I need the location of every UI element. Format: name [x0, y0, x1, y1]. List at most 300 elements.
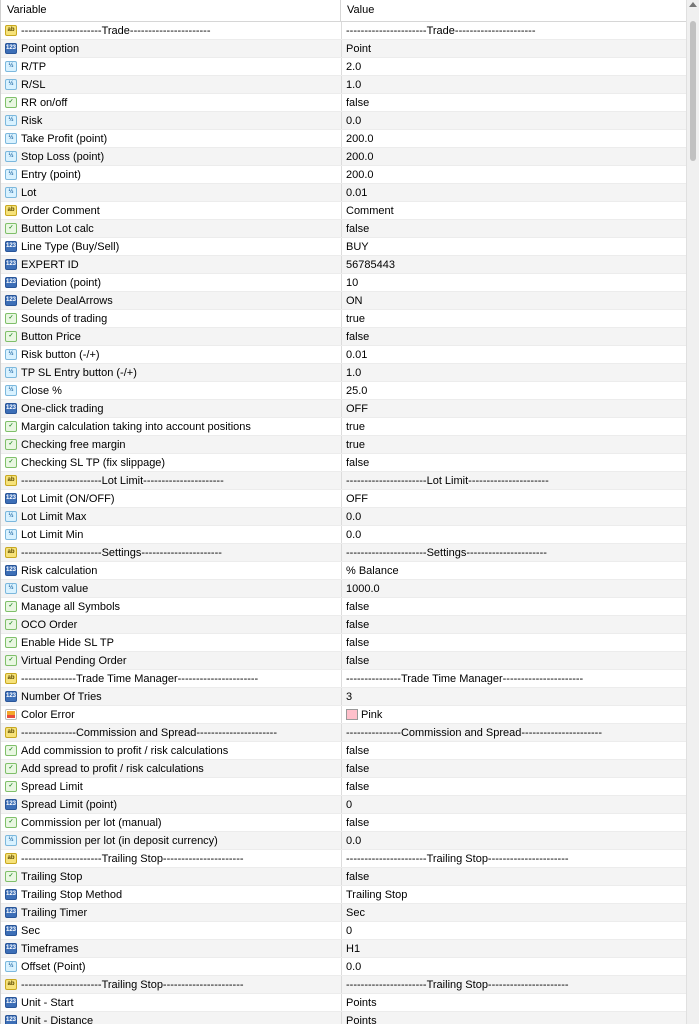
boolean-type-icon: ✓ [5, 637, 17, 648]
variable-name: TP SL Entry button (-/+) [21, 366, 137, 379]
value-cell[interactable] [342, 292, 687, 309]
parameter-row[interactable] [1, 508, 687, 526]
variable-cell [1, 616, 342, 633]
string-type-icon: ab [5, 979, 17, 990]
variable-name: ----------------------Trailing Stop---------------------- [21, 852, 244, 865]
variable-name: Trailing Stop Method [21, 888, 123, 901]
parameter-row[interactable] [1, 778, 687, 796]
parameter-row[interactable] [1, 490, 687, 508]
parameter-row[interactable] [1, 976, 687, 994]
parameter-row[interactable] [1, 1012, 687, 1024]
variable-name: Commission per lot (manual) [21, 816, 162, 829]
boolean-type-icon: ✓ [5, 223, 17, 234]
value-text: Points [346, 996, 377, 1009]
integer-type-icon: 123 [5, 43, 17, 54]
value-cell[interactable] [342, 922, 687, 939]
variable-name: Unit - Start [21, 996, 74, 1009]
color-type-icon [5, 709, 17, 720]
value-cell[interactable] [342, 976, 687, 993]
double-type-icon: ½ [5, 61, 17, 72]
value-text: % Balance [346, 564, 399, 577]
variable-name: Line Type (Buy/Sell) [21, 240, 120, 253]
integer-type-icon: 123 [5, 259, 17, 270]
parameter-row[interactable] [1, 904, 687, 922]
variable-name: Manage all Symbols [21, 600, 121, 613]
value-cell[interactable] [342, 670, 687, 687]
parameter-row[interactable] [1, 814, 687, 832]
variable-cell [1, 94, 342, 111]
value-cell[interactable] [342, 454, 687, 471]
color-swatch [346, 709, 358, 720]
parameter-row[interactable] [1, 274, 687, 292]
value-text: 1.0 [346, 366, 362, 379]
parameter-row[interactable] [1, 922, 687, 940]
value-cell[interactable] [342, 166, 687, 183]
string-type-icon: ab [5, 673, 17, 684]
value-text: 0 [346, 924, 353, 937]
variable-name: Entry (point) [21, 168, 81, 181]
variable-cell [1, 166, 342, 183]
parameter-row[interactable] [1, 832, 687, 850]
value-cell[interactable] [342, 562, 687, 579]
double-type-icon: ½ [5, 961, 17, 972]
value-cell[interactable] [342, 850, 687, 867]
value-text: false [346, 456, 370, 469]
string-type-icon: ab [5, 205, 17, 216]
scrollbar-thumb[interactable] [690, 21, 696, 161]
double-type-icon: ½ [5, 583, 17, 594]
variable-cell [1, 778, 342, 795]
parameter-row[interactable] [1, 220, 687, 238]
variable-cell [1, 454, 342, 471]
value-cell[interactable] [342, 76, 687, 93]
variable-cell [1, 994, 342, 1011]
parameter-row[interactable] [1, 166, 687, 184]
parameter-row[interactable] [1, 580, 687, 598]
value-cell[interactable] [342, 364, 687, 381]
value-text: true [346, 420, 365, 433]
value-cell[interactable] [342, 112, 687, 129]
variable-name: Color Error [21, 708, 75, 721]
value-text: Pink [361, 708, 383, 721]
double-type-icon: ½ [5, 151, 17, 162]
integer-type-icon: 123 [5, 1015, 17, 1024]
value-text: ----------------------Trailing Stop---------------------- [346, 978, 569, 991]
boolean-type-icon: ✓ [5, 871, 17, 882]
variable-cell [1, 112, 342, 129]
integer-type-icon: 123 [5, 295, 17, 306]
variable-cell [1, 382, 342, 399]
parameter-row[interactable] [1, 886, 687, 904]
variable-cell [1, 76, 342, 93]
value-cell[interactable] [342, 742, 687, 759]
integer-type-icon: 123 [5, 403, 17, 414]
integer-type-icon: 123 [5, 889, 17, 900]
parameter-row[interactable] [1, 184, 687, 202]
variable-cell [1, 256, 342, 273]
value-cell[interactable] [342, 508, 687, 525]
value-text: 0.0 [346, 510, 362, 523]
value-text: 3 [346, 690, 353, 703]
value-cell[interactable] [342, 580, 687, 597]
parameter-row[interactable] [1, 940, 687, 958]
value-text: false [346, 618, 370, 631]
parameter-row[interactable] [1, 652, 687, 670]
parameter-row[interactable] [1, 742, 687, 760]
variable-cell [1, 886, 342, 903]
value-cell[interactable] [342, 526, 687, 543]
value-cell[interactable] [342, 886, 687, 903]
value-cell[interactable] [342, 490, 687, 507]
variable-cell [1, 958, 342, 975]
value-cell[interactable] [342, 598, 687, 615]
variable-name: Lot Limit Min [21, 528, 84, 541]
variable-name: Risk button (-/+) [21, 348, 100, 361]
value-cell[interactable] [342, 868, 687, 885]
variable-name: OCO Order [21, 618, 78, 631]
value-cell[interactable] [342, 724, 687, 741]
value-cell[interactable] [342, 616, 687, 633]
boolean-type-icon: ✓ [5, 655, 17, 666]
variable-name: Unit - Distance [21, 1014, 94, 1024]
variable-cell [1, 436, 342, 453]
value-text: Sec [346, 906, 365, 919]
parameter-row[interactable] [1, 202, 687, 220]
boolean-type-icon: ✓ [5, 331, 17, 342]
integer-type-icon: 123 [5, 493, 17, 504]
parameter-row[interactable] [1, 346, 687, 364]
value-column-header[interactable]: Value [347, 4, 375, 16]
variable-cell [1, 652, 342, 669]
string-type-icon: ab [5, 25, 17, 36]
value-cell[interactable] [342, 958, 687, 975]
variable-name: EXPERT ID [21, 258, 79, 271]
value-cell[interactable] [342, 940, 687, 957]
parameter-row[interactable] [1, 994, 687, 1012]
parameter-row[interactable] [1, 526, 687, 544]
parameter-row[interactable] [1, 418, 687, 436]
parameter-row[interactable] [1, 436, 687, 454]
variable-name: Add spread to profit / risk calculations [21, 762, 204, 775]
parameter-row[interactable] [1, 598, 687, 616]
variable-cell [1, 796, 342, 813]
value-cell[interactable] [342, 652, 687, 669]
integer-type-icon: 123 [5, 925, 17, 936]
value-text: 0 [346, 798, 353, 811]
variable-name: Custom value [21, 582, 89, 595]
value-text: ----------------------Lot Limit---------------------- [346, 474, 549, 487]
integer-type-icon: 123 [5, 943, 17, 954]
parameter-row[interactable] [1, 130, 687, 148]
value-text: Point [346, 42, 372, 55]
value-text: false [346, 762, 370, 775]
parameter-row[interactable] [1, 688, 687, 706]
parameter-row[interactable] [1, 454, 687, 472]
value-cell[interactable] [342, 814, 687, 831]
double-type-icon: ½ [5, 169, 17, 180]
variable-cell [1, 418, 342, 435]
integer-type-icon: 123 [5, 565, 17, 576]
value-text: false [346, 816, 370, 829]
value-cell[interactable] [342, 202, 687, 219]
double-type-icon: ½ [5, 529, 17, 540]
value-cell[interactable] [342, 58, 687, 75]
boolean-type-icon: ✓ [5, 97, 17, 108]
integer-type-icon: 123 [5, 997, 17, 1008]
variable-cell [1, 238, 342, 255]
value-cell[interactable] [342, 220, 687, 237]
double-type-icon: ½ [5, 115, 17, 126]
double-type-icon: ½ [5, 79, 17, 90]
value-text: H1 [346, 942, 361, 955]
variable-column-header[interactable]: Variable [1, 0, 341, 21]
variable-name: Spread Limit [21, 780, 83, 793]
boolean-type-icon: ✓ [5, 457, 17, 468]
value-cell[interactable] [342, 130, 687, 147]
variable-cell [1, 904, 342, 921]
value-cell[interactable] [342, 328, 687, 345]
value-text: false [346, 96, 370, 109]
variable-cell [1, 400, 342, 417]
parameter-row[interactable] [1, 382, 687, 400]
value-cell[interactable] [342, 256, 687, 273]
grid-rows [1, 22, 687, 1024]
parameter-row[interactable] [1, 22, 687, 40]
variable-cell [1, 562, 342, 579]
variable-cell [1, 670, 342, 687]
variable-name: Number Of Tries [21, 690, 102, 703]
integer-type-icon: 123 [5, 907, 17, 918]
variable-cell [1, 544, 342, 561]
variable-cell [1, 202, 342, 219]
boolean-type-icon: ✓ [5, 439, 17, 450]
variable-name: Offset (Point) [21, 960, 86, 973]
variable-name: Lot [21, 186, 37, 199]
string-type-icon: ab [5, 475, 17, 486]
value-text: 200.0 [346, 150, 374, 163]
value-text: ---------------Trade Time Manager---------------------- [346, 672, 584, 685]
parameter-row[interactable] [1, 112, 687, 130]
variable-name: RR on/off [21, 96, 68, 109]
variable-name: Point option [21, 42, 80, 55]
value-cell[interactable] [342, 706, 687, 723]
parameter-row[interactable] [1, 724, 687, 742]
value-text: 1.0 [346, 78, 362, 91]
value-text: 200.0 [346, 168, 374, 181]
value-text: 56785443 [346, 258, 395, 271]
value-cell[interactable] [342, 778, 687, 795]
parameter-row[interactable] [1, 562, 687, 580]
value-cell[interactable] [342, 184, 687, 201]
boolean-type-icon: ✓ [5, 763, 17, 774]
parameter-row[interactable] [1, 364, 687, 382]
value-text: Points [346, 1014, 377, 1024]
variable-cell [1, 706, 342, 723]
value-cell[interactable] [342, 400, 687, 417]
parameter-row[interactable] [1, 850, 687, 868]
parameter-row[interactable] [1, 310, 687, 328]
value-text: false [346, 654, 370, 667]
boolean-type-icon: ✓ [5, 313, 17, 324]
double-type-icon: ½ [5, 133, 17, 144]
variable-cell [1, 58, 342, 75]
value-text: false [346, 600, 370, 613]
variable-name: ----------------------Lot Limit---------------------- [21, 474, 224, 487]
double-type-icon: ½ [5, 835, 17, 846]
grid-header [1, 0, 687, 22]
double-type-icon: ½ [5, 367, 17, 378]
integer-type-icon: 123 [5, 277, 17, 288]
parameter-row[interactable] [1, 706, 687, 724]
scroll-up-arrow-icon[interactable] [689, 2, 697, 7]
parameter-row[interactable] [1, 616, 687, 634]
variable-cell [1, 328, 342, 345]
vertical-scrollbar[interactable] [686, 0, 699, 1024]
value-cell[interactable] [342, 994, 687, 1011]
variable-cell [1, 292, 342, 309]
parameter-row[interactable] [1, 58, 687, 76]
variable-name: Spread Limit (point) [21, 798, 117, 811]
value-cell[interactable] [342, 418, 687, 435]
variable-name: Stop Loss (point) [21, 150, 105, 163]
variable-cell [1, 148, 342, 165]
integer-type-icon: 123 [5, 691, 17, 702]
parameter-row[interactable] [1, 670, 687, 688]
value-cell[interactable] [342, 688, 687, 705]
parameter-row[interactable] [1, 238, 687, 256]
value-cell[interactable] [342, 634, 687, 651]
integer-type-icon: 123 [5, 799, 17, 810]
value-cell[interactable] [342, 40, 687, 57]
parameter-row[interactable] [1, 40, 687, 58]
variable-cell [1, 472, 342, 489]
value-cell[interactable] [342, 760, 687, 777]
parameter-row[interactable] [1, 76, 687, 94]
variable-cell [1, 634, 342, 651]
value-text: false [346, 780, 370, 793]
variable-name: Lot Limit Max [21, 510, 87, 523]
value-text: Trailing Stop [346, 888, 408, 901]
parameter-row[interactable] [1, 148, 687, 166]
value-text: 0.0 [346, 528, 362, 541]
boolean-type-icon: ✓ [5, 817, 17, 828]
variable-name: ----------------------Settings---------------------- [21, 546, 222, 559]
value-text: 0.01 [346, 348, 368, 361]
variable-cell [1, 832, 342, 849]
value-text: 0.0 [346, 114, 362, 127]
variable-name: Deviation (point) [21, 276, 102, 289]
double-type-icon: ½ [5, 349, 17, 360]
value-cell[interactable] [342, 346, 687, 363]
boolean-type-icon: ✓ [5, 421, 17, 432]
variable-name: One-click trading [21, 402, 104, 415]
variable-cell [1, 346, 342, 363]
variable-name: Lot Limit (ON/OFF) [21, 492, 115, 505]
parameter-row[interactable] [1, 292, 687, 310]
boolean-type-icon: ✓ [5, 601, 17, 612]
variable-cell [1, 850, 342, 867]
boolean-type-icon: ✓ [5, 619, 17, 630]
value-text: Comment [346, 204, 394, 217]
value-cell[interactable] [342, 148, 687, 165]
parameter-row[interactable] [1, 544, 687, 562]
boolean-type-icon: ✓ [5, 745, 17, 756]
value-text: false [346, 870, 370, 883]
value-cell[interactable] [342, 796, 687, 813]
value-text: false [346, 330, 370, 343]
variable-name: Trailing Stop [21, 870, 83, 883]
value-text: ----------------------Trade---------------------- [346, 24, 536, 37]
variable-name: Risk [21, 114, 43, 127]
variable-cell [1, 922, 342, 939]
variable-name: Delete DealArrows [21, 294, 113, 307]
value-cell[interactable] [342, 832, 687, 849]
variable-name: R/SL [21, 78, 46, 91]
variable-cell [1, 940, 342, 957]
value-cell[interactable] [342, 382, 687, 399]
variable-name: Sec [21, 924, 40, 937]
parameter-row[interactable] [1, 958, 687, 976]
variable-cell [1, 364, 342, 381]
variable-name: ----------------------Trailing Stop---------------------- [21, 978, 244, 991]
value-text: 200.0 [346, 132, 374, 145]
parameter-row[interactable] [1, 472, 687, 490]
value-text: 2.0 [346, 60, 362, 73]
parameter-row[interactable] [1, 94, 687, 112]
value-text: false [346, 222, 370, 235]
variable-name: Order Comment [21, 204, 100, 217]
variable-name: ---------------Trade Time Manager---------------------- [21, 672, 259, 685]
value-cell[interactable] [342, 904, 687, 921]
value-text: OFF [346, 492, 368, 505]
value-text: ----------------------Settings---------------------- [346, 546, 547, 559]
variable-name: Commission per lot (in deposit currency) [21, 834, 218, 847]
variable-cell [1, 724, 342, 741]
value-text: 1000.0 [346, 582, 380, 595]
variable-cell [1, 598, 342, 615]
value-cell[interactable] [342, 436, 687, 453]
parameter-row[interactable] [1, 400, 687, 418]
parameter-row[interactable] [1, 328, 687, 346]
variable-cell [1, 310, 342, 327]
parameter-row[interactable] [1, 760, 687, 778]
variable-cell [1, 814, 342, 831]
double-type-icon: ½ [5, 511, 17, 522]
value-cell[interactable] [342, 274, 687, 291]
value-text: false [346, 744, 370, 757]
parameter-row[interactable] [1, 796, 687, 814]
value-cell[interactable] [342, 310, 687, 327]
variable-name: Button Lot calc [21, 222, 94, 235]
parameter-row[interactable] [1, 634, 687, 652]
value-cell[interactable] [342, 544, 687, 561]
parameter-row[interactable] [1, 256, 687, 274]
string-type-icon: ab [5, 727, 17, 738]
variable-name: Sounds of trading [21, 312, 108, 325]
variable-cell [1, 742, 342, 759]
value-cell[interactable] [342, 1012, 687, 1024]
variable-cell [1, 220, 342, 237]
double-type-icon: ½ [5, 385, 17, 396]
variable-name: ----------------------Trade---------------------- [21, 24, 211, 37]
value-cell[interactable] [342, 472, 687, 489]
value-cell[interactable] [342, 94, 687, 111]
parameter-row[interactable] [1, 868, 687, 886]
variable-cell [1, 526, 342, 543]
value-cell[interactable] [342, 22, 687, 39]
variable-cell [1, 868, 342, 885]
value-cell[interactable] [342, 238, 687, 255]
